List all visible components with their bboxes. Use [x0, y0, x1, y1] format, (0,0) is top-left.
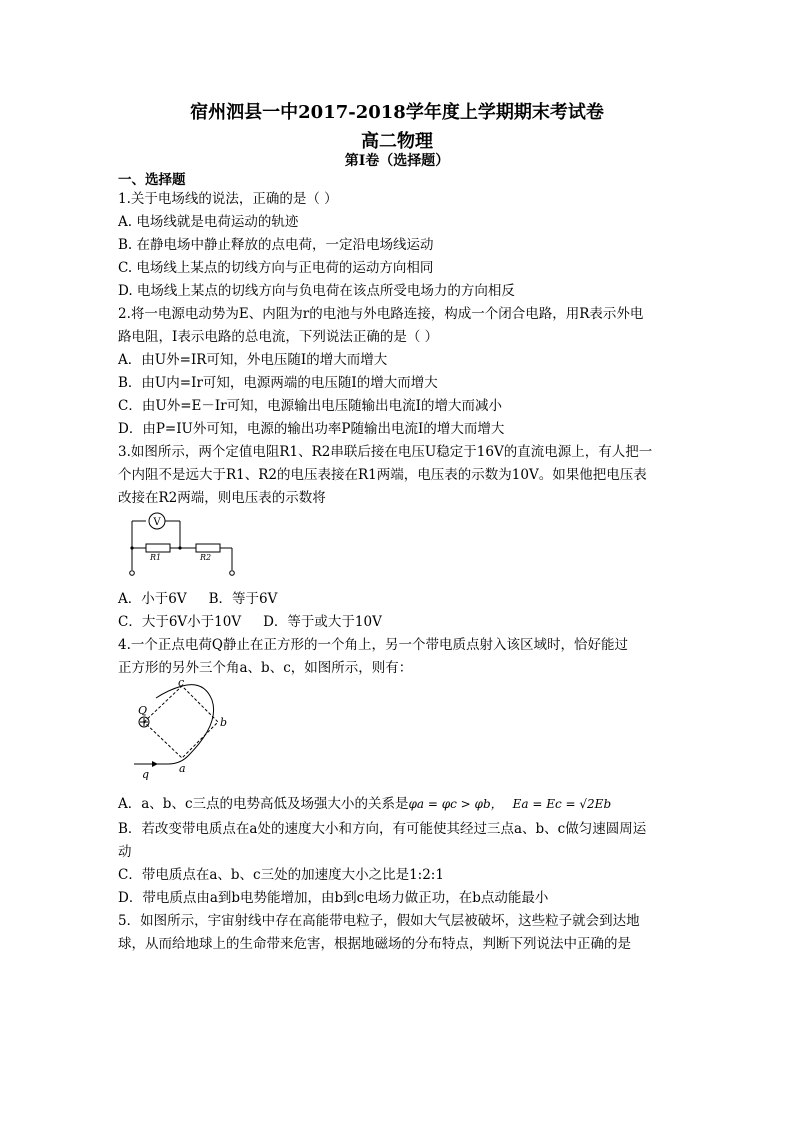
label-q-particle: q [142, 768, 150, 780]
q3-option-d: D．等于或大于10V [263, 614, 382, 630]
q1-stem: 1.关于电场线的说法，正确的是（ ） [118, 191, 338, 207]
q2-option-c: C．由U外=E－Ir可知，电源输出电压随输出电流I的增大而减小 [118, 398, 502, 414]
r1-label: R1 [150, 553, 162, 562]
resistor-r1 [146, 544, 170, 552]
r2-label: R2 [200, 553, 212, 562]
q3-option-b: B．等于6V [208, 591, 278, 607]
q5-stem-line1: 5．如图所示，宇宙射线中存在高能带电粒子，假如大气层被破坏，这些粒子就会到达地 [118, 913, 640, 929]
q4-option-a-field: Ea = Ec = √2Eb [512, 797, 612, 811]
exam-subtitle: 高二物理 [361, 131, 433, 152]
q1-option-d: D. 电场线上某点的切线方向与负电荷在该点所受电场力的方向相反 [118, 283, 515, 299]
q2-option-b: B．由U内=Ir可知，电源两端的电压随I的增大而增大 [118, 375, 438, 391]
q4-option-a [118, 795, 611, 813]
q2-option-d: D．由P=IU外可知，电源的输出功率P随输出电流I的增大而增大 [118, 421, 505, 437]
q2-stem-line1: 2.将一电源电动势为E、内阻为r的电池与外电路连接，构成一个闭合电路，用R表示外电 [118, 306, 644, 322]
q2-stem-line2: 路电阻，I表示电路的总电流，下列说法正确的是（ ） [118, 329, 439, 345]
q3-stem-line1: 3.如图所示，两个定值电阻R1、R2串联后接在电压U稳定于16V的直流电源上，有人把一 [118, 444, 653, 460]
label-b: b [220, 716, 228, 729]
resistor-r2 [196, 544, 220, 552]
section-heading: 一、选择题 [118, 172, 186, 188]
q4-option-a-text: A．a、b、c三点的电势高低及场强大小的关系是 [118, 796, 409, 812]
q4-option-c: C．带电质点在a、b、c三处的加速度大小之比是1:2:1 [118, 867, 444, 883]
q1-option-c: C. 电场线上某点的切线方向与正电荷的运动方向相同 [118, 260, 434, 276]
q4-stem-line2: 正方形的另外三个角a、b、c，如图所示，则有： [118, 660, 413, 676]
q3-options-row2 [118, 613, 382, 631]
q4-option-a-potential: φa = φc > φb， [408, 797, 503, 811]
q3-option-c: C．大于6V小于10V [118, 614, 242, 630]
q1-option-a: A. 电场线就是电荷运动的轨迹 [118, 214, 299, 230]
q4-trajectory-diagram [128, 676, 238, 780]
q2-option-a: A．由U外=IR可知，外电压随I的增大而增大 [118, 352, 388, 368]
q4-stem-line1: 4.一个正点电荷Q静止在正方形的一个角上，另一个带电质点射入该区域时，恰好能过 [118, 637, 628, 653]
q3-circuit-diagram [122, 508, 242, 580]
exam-title: 宿州泗县一中2017-2018学年度上学期期末考试卷 [190, 102, 604, 123]
label-c: c [178, 676, 185, 689]
label-q-charge: Q [138, 704, 148, 717]
q3-options-row1 [118, 590, 277, 608]
voltmeter-label: V [153, 517, 161, 528]
q3-stem-line2: 个内阻不是远大于R1、R2的电压表接在R1两端，电压表的示数为10V。如果他把电压表 [118, 467, 647, 483]
label-a: a [179, 762, 186, 775]
arrow-icon [152, 761, 158, 767]
q5-stem-line2: 球，从而给地球上的生命带来危害，根据地磁场的分布特点，判断下列说法中正确的是 [118, 936, 631, 952]
q3-option-a: A．小于6V [118, 591, 187, 607]
q3-stem-line3: 改接在R2两端，则电压表的示数将 [118, 490, 326, 506]
q4-option-d: D．带电质点由a到b电势能增加，由b到c电场力做正功，在b点动能最小 [118, 890, 549, 906]
volume-heading: 第I卷（选择题） [344, 153, 450, 169]
q1-option-b: B. 在静电场中静止释放的点电荷，一定沿电场线运动 [118, 237, 434, 253]
q4-option-b-line1: B．若改变带电质点在a处的速度大小和方向，有可能使其经过三点a、b、c做匀速圆周运 [118, 821, 647, 837]
q4-option-b-line2: 动 [118, 844, 132, 860]
